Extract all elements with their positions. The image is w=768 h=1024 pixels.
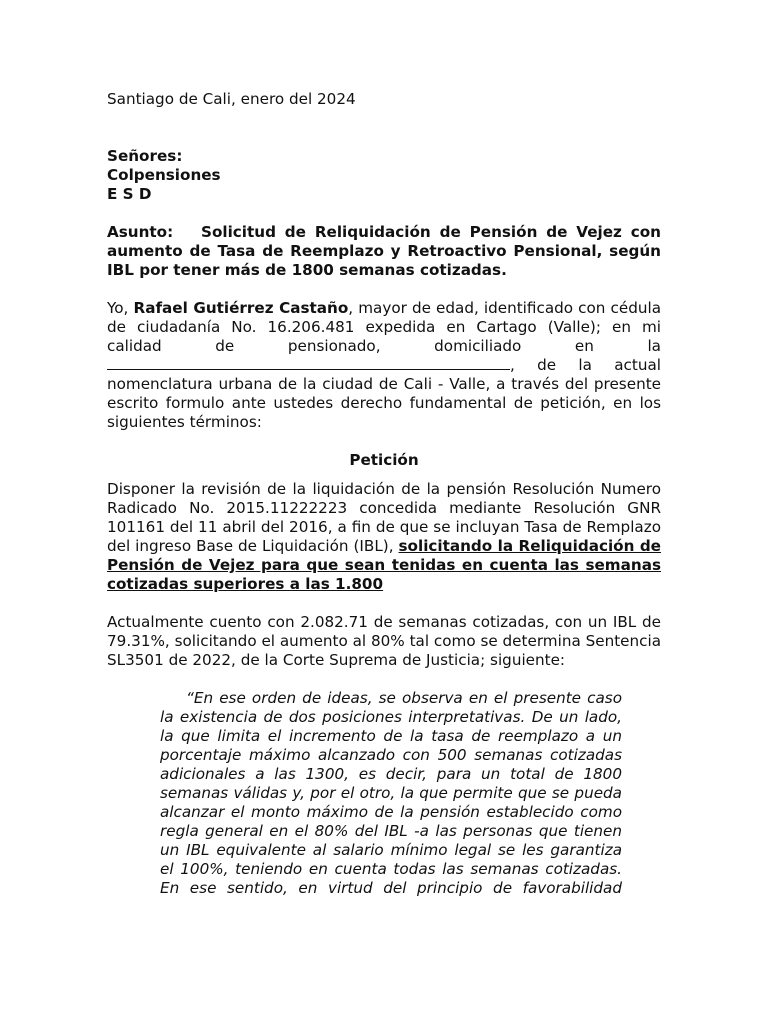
subject-label: Asunto:: [107, 223, 174, 241]
petition-heading: Petición: [349, 451, 419, 469]
intro-prefix: Yo,: [107, 299, 129, 317]
status-paragraph: Actualmente cuento con 2.082.71 de semanas cotizadas, con un IBL de 79.31%, solicitando el aumento al 80% tal como se determina Sentencia SL3501 de 2022, de la Corte Suprema de Justicia; siguiente:: [107, 613, 661, 669]
intro-text-part1: , mayor de edad, identificado con cédula de ciudadanía No. 16.206.481 expedida en Cartago (Valle); en mi calidad de pensionado, domiciliado en la: [107, 299, 662, 355]
recipient-esd: E S D: [107, 185, 152, 203]
court-quote-block: [160, 689, 622, 898]
petitioner-name: Rafael Gutiérrez Castaño: [133, 299, 349, 317]
recipients-block: [107, 147, 661, 204]
recipient-salutation: Señores:: [107, 147, 183, 165]
court-quote-text: “En ese orden de ideas, se observa en el presente caso la existencia de dos posiciones interpretativas. De un lado, la que limita el incremento de la tasa de reemplazo a un porcentaje máximo alcanzado con 500 semanas cotizadas adicionales a las 1300, es decir, para un total de 1800 semanas válidas y, por el otro, la que permite que se pueda alcanzar el monto máximo de la pensión establecido como regla general en el 80% del IBL -a las personas que tienen un IBL equivalente al salario mínimo legal se les garantiza el 100%, teniendo en cuenta todas las semanas cotizadas. En ese sentido, en virtud del principio de favorabilidad: [160, 689, 622, 897]
subject-paragraph: [107, 223, 661, 280]
petition-emphasis: solicitando la Reliquidación de Pensión de Vejez para que sean tenidas en cuenta las semanas cotizadas superiores a las 1.800: [107, 537, 661, 593]
address-blank-line: [107, 356, 510, 370]
petition-text: Disponer la revisión de la liquidación de la pensión Resolución Numero Radicado No. 2015.11222223 concedida mediante Resolución GNR 101161 del 11 abril del 2016, a fin de que se incluyan Tasa de Remplazo del ingreso Base de Liquidación (IBL),: [107, 480, 661, 555]
recipient-entity: Colpensiones: [107, 166, 221, 184]
petition-paragraph: [107, 480, 661, 594]
letter-date: Santiago de Cali, enero del 2024: [107, 90, 356, 108]
subject-text: Solicitud de Reliquidación de Pensión de Vejez con aumento de Tasa de Reemplazo y Retroactivo Pensional, según IBL por tener más de 1800 semanas cotizadas.: [107, 223, 661, 279]
intro-paragraph: [107, 299, 661, 432]
letter-page: [107, 90, 661, 898]
intro-text-part2: , de la actual nomenclatura urbana de la ciudad de Cali - Valle, a través del presente escrito formulo ante ustedes derecho fundamental de petición, en los siguientes términos:: [107, 356, 661, 431]
